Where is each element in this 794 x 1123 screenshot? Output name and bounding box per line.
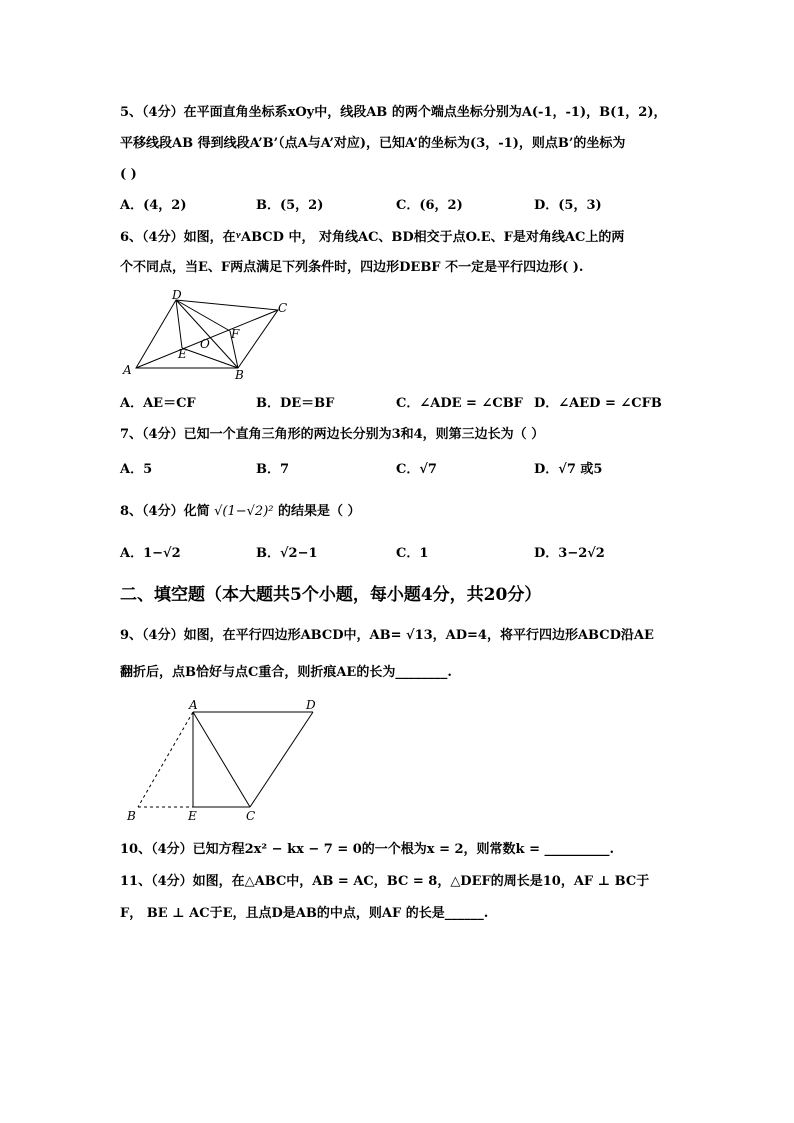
q5-option-b: B．(5，2) — [256, 198, 324, 213]
q6-label-c: C — [278, 301, 288, 315]
q9-label-c: C — [246, 809, 256, 823]
q6-label-a: A — [123, 363, 132, 377]
q5-line-1: 5、（4分）在平面直角坐标系xOy中，线段AB 的两个端点坐标分别为A(-1，-1)，B(1，2)， — [120, 105, 667, 120]
q11-line-2: F， BE ⊥ AC于E，且点D是AB的中点，则AF 的长是______. — [120, 906, 489, 921]
q8-suffix: 的结果是（ ） — [278, 504, 361, 519]
q9-label-a: A — [189, 700, 198, 712]
q9-line-2: 翻折后，点B恰好与点C重合，则折痕AE的长为________. — [120, 665, 452, 680]
q9-label-b: B — [127, 809, 136, 823]
q6-label-e: E — [178, 347, 187, 361]
q6-line-1: 6、（4分）如图，在ᵞABCD 中， 对角线AC、BD相交于点O.E、F是对角线AC上的两 — [120, 230, 625, 245]
q8-option-c: C．1 — [396, 546, 429, 561]
q9-segment-ac — [193, 712, 250, 807]
q7-option-b: B．7 — [256, 462, 290, 477]
q5-line-2: 平移线段AB 得到线段A’B’（点A与A’对应)，已知A’的坐标为(3，-1)，则点B’的坐标为 — [120, 136, 626, 151]
q8-line-1 — [120, 504, 361, 520]
q8-option-a: A．1−√2 — [120, 546, 181, 561]
q7-option-a: A．5 — [120, 462, 153, 477]
q6-line-2: 个不同点，当E、F两点满足下列条件时，四边形DEBF 不一定是平行四边形( ). — [120, 260, 584, 275]
q6-option-b: B．DE＝BF — [256, 396, 335, 411]
q8-prefix: 8、（4分）化简 — [120, 504, 210, 519]
q6-label-b: B — [235, 368, 244, 382]
q8-expression: √(1−√2)² — [214, 504, 274, 519]
q11-line-1: 11、（4分）如图，在△ABC中，AB = AC，BC = 8，△DEF的周长是10，AF ⊥ BC于 — [120, 874, 650, 889]
q9-label-e: E — [188, 809, 197, 823]
q7-option-d: D．√7 或5 — [534, 462, 603, 477]
q6-option-a: A．AE＝CF — [120, 396, 196, 411]
q6-label-o: O — [200, 337, 210, 351]
q6-segment-eb — [182, 348, 238, 368]
q7-option-c: C．√7 — [396, 462, 437, 477]
q6-label-f: F — [231, 327, 240, 341]
q9-label-d: D — [306, 700, 316, 712]
q6-option-c: C．∠ADE = ∠CBF — [396, 396, 523, 411]
q9-dashed-ab — [138, 712, 193, 807]
q6-segment-de — [176, 300, 182, 348]
q5-option-d: D．(5，3) — [534, 198, 602, 213]
q8-option-d: D．3−2√2 — [534, 546, 605, 561]
q5-option-a: A．(4，2) — [120, 198, 187, 213]
q9-line-1: 9、（4分）如图，在平行四边形ABCD中，AB= √13，AD=4，将平行四边形ABCD沿AE — [120, 628, 654, 643]
q9-side-dc — [250, 712, 313, 807]
q10-line-1: 10、（4分）已知方程2x² − kx − 7 = 0的一个根为x = 2，则常数k = __________. — [120, 842, 615, 857]
q5-line-3: ( ) — [120, 167, 137, 182]
section-2-heading: 二、填空题（本大题共5个小题，每小题4分，共20分） — [120, 585, 542, 605]
q6-option-d: D．∠AED = ∠CFB — [534, 396, 662, 411]
q5-option-c: C．(6，2) — [396, 198, 463, 213]
q6-label-d: D — [172, 290, 182, 302]
q9-fold-figure — [120, 700, 330, 828]
q8-option-b: B．√2−1 — [256, 546, 318, 561]
q7-line-1: 7、（4分）已知一个直角三角形的两边长分别为3和4，则第三边长为（ ） — [120, 427, 545, 442]
q6-parallelogram-figure — [118, 290, 298, 385]
